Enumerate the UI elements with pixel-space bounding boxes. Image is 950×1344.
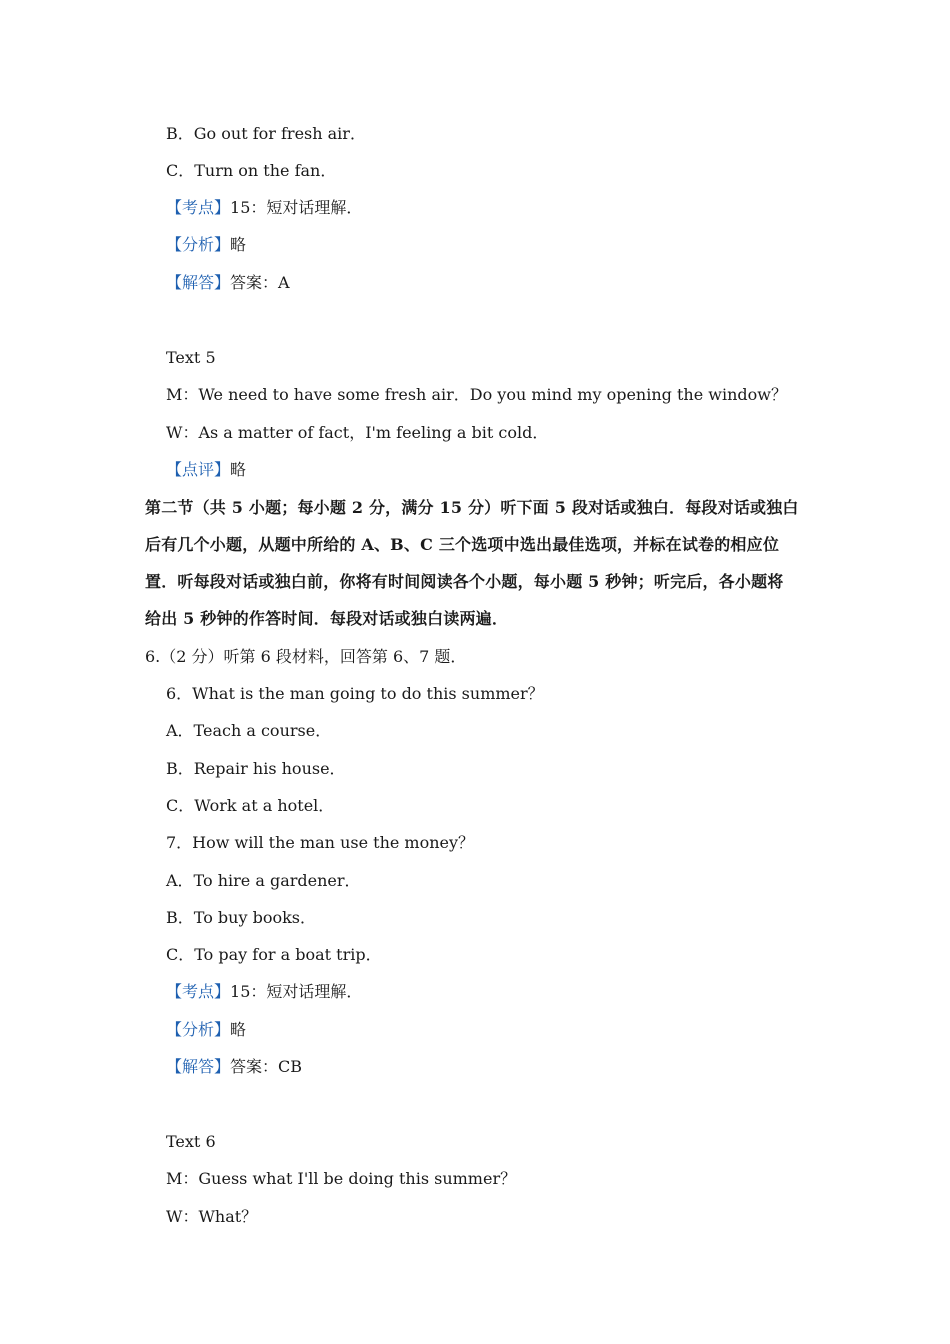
option-b: B．Go out for fresh air． (166, 124, 366, 143)
fenxi-row (166, 1020, 246, 1040)
dianping-row (166, 460, 246, 480)
fenxi-row (166, 235, 246, 255)
jieda-text: 答案：CB (230, 1057, 303, 1076)
dialog-woman: W：As a matter of fact，I'm feeling a bit cold． (166, 423, 549, 442)
dialog-man: M：Guess what I'll be doing this summer？ (166, 1169, 517, 1188)
q7-option-a: A．To hire a gardener． (166, 871, 361, 890)
dianping-tag: 【点评】 (166, 460, 231, 479)
text-title: Text 6 (166, 1132, 216, 1151)
jieda-text: 答案：A (230, 273, 290, 292)
question-header: 6.（2 分）听第 6 段材料，回答第 6、7 题． (145, 647, 467, 666)
question-6: 6．What is the man going to do this summer？ (166, 684, 544, 703)
q6-option-c: C．Work at a hotel． (166, 796, 335, 815)
kaodian-row (166, 198, 362, 218)
kaodian-text: 15：短对话理解． (230, 198, 363, 217)
question-7: 7．How will the man use the money？ (166, 833, 475, 852)
kaodian-tag: 【考点】 (166, 198, 231, 217)
jieda-row (166, 273, 290, 293)
section-instructions (145, 489, 810, 637)
kaodian-text: 15：短对话理解． (230, 982, 363, 1001)
jieda-tag: 【解答】 (166, 1057, 231, 1076)
q6-option-b: B．Repair his house． (166, 759, 346, 778)
q7-option-c: C．To pay for a boat trip． (166, 945, 382, 964)
jieda-tag: 【解答】 (166, 273, 231, 292)
jieda-row (166, 1057, 302, 1077)
q6-option-a: A．Teach a course． (166, 721, 332, 740)
dialog-woman: W：What？ (166, 1207, 258, 1226)
section-line: 置．听每段对话或独白前，你将有时间阅读各个小题，每小题 5 秒钟；听完后，各小题将 (145, 572, 784, 591)
section-line: 给出 5 秒钟的作答时间．每段对话或独白读两遍． (145, 609, 509, 628)
text-title: Text 5 (166, 348, 216, 367)
section-line: 第二节（共 5 小题；每小题 2 分，满分 15 分）听下面 5 段对话或独白．每段对话或独白 (145, 498, 799, 517)
fenxi-tag: 【分析】 (166, 1020, 231, 1039)
q7-option-b: B．To buy books． (166, 908, 316, 927)
fenxi-text: 略 (230, 1020, 247, 1039)
fenxi-tag: 【分析】 (166, 235, 231, 254)
kaodian-tag: 【考点】 (166, 982, 231, 1001)
dialog-man: M：We need to have some fresh air．Do you mind my opening the window？ (166, 385, 787, 404)
dianping-text: 略 (230, 460, 247, 479)
kaodian-row (166, 982, 362, 1002)
option-c: C．Turn on the fan． (166, 161, 337, 180)
section-line: 后有几个小题，从题中所给的 A、B、C 三个选项中选出最佳选项，并标在试卷的相应位 (145, 535, 780, 554)
fenxi-text: 略 (230, 235, 247, 254)
